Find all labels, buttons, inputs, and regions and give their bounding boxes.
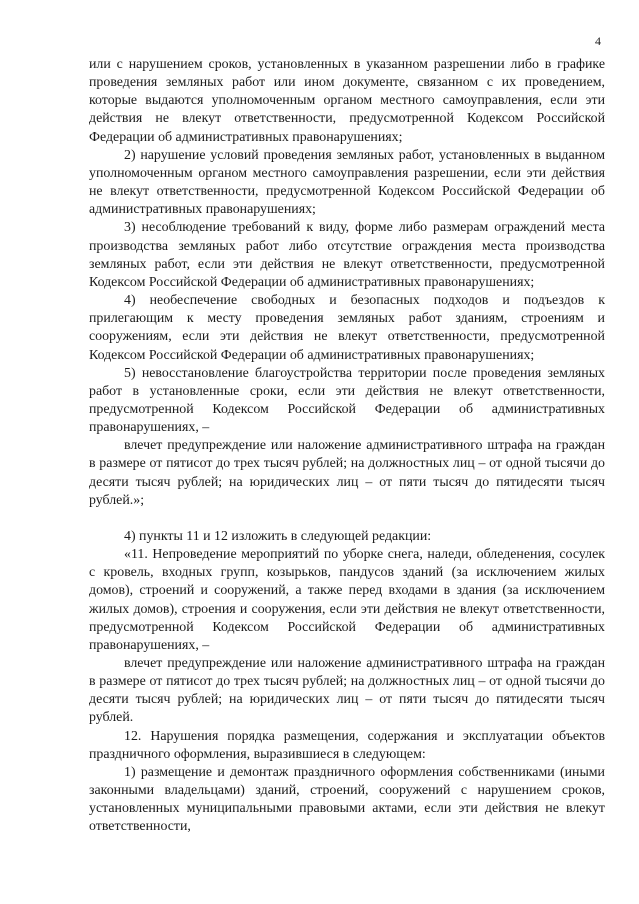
paragraph: 3) несоблюдение требований к виду, форме либо размерам ограждений места производства земляных работ либо отсутствие ограждения места производства земляных работ, если эти действия не влекут ответственности, предусмотренной Кодексом Российской Федерации об административных правонарушениях; (89, 220, 605, 290)
paragraph: 4) необеспечение свободных и безопасных подходов и подъездов к прилегающим к месту проведения земляных работ зданиям, строениям и сооружениям, если эти действия не влекут ответственности, предусмотренной Кодексом Российской Федерации об административных правонарушениях; (89, 293, 605, 363)
paragraph: 5) невосстановление благоустройства территории после проведения земляных работ в установленные сроки, если эти действия не влекут ответственности, предусмотренной Кодексом Российской Федерации об административных правонарушениях, – (89, 365, 605, 436)
paragraph: влечет предупреждение или наложение административного штрафа на граждан в размере от пятисот до трех тысяч рублей; на должностных лиц – от одной тысячи до десяти тысяч рублей; на юридических лиц – от пяти тысяч до пятидесяти тысяч рублей.»; (89, 438, 605, 508)
paragraph: 12. Нарушения порядка размещения, содержания и эксплуатации объектов праздничного оформления, выразившиеся в следующем: (89, 728, 605, 762)
paragraph: «11. Непроведение мероприятий по уборке снега, наледи, обледенения, сосулек с кровель, входных групп, козырьков, пандусов зданий (за исключением жилых домов), строений и сооружений, а также перед входами в здания (за исключением жилых домов), строения и сооружения, если эти действия не влекут ответственности, предусмотренной Кодексом Российской Федерации об административных правонарушениях, – (89, 547, 605, 653)
paragraph: или с нарушением сроков, установленных в указанном разрешении либо в графике проведения земляных работ или ином документе, связанном с их проведением, которые выдаются уполномоченным органом местного самоуправления, если эти действия не влекут ответственности, предусмотренной Кодексом Российской Федерации об административных правонарушениях; (89, 57, 605, 145)
paragraph: влечет предупреждение или наложение административного штрафа на граждан в размере от пятисот до трех тысяч рублей; на должностных лиц – от одной тысячи до десяти тысяч рублей; на юридических лиц – от пяти тысяч до пятидесяти тысяч рублей. (89, 656, 605, 726)
paragraph: 2) нарушение условий проведения земляных работ, установленных в выданном уполномоченным органом местного самоуправления разрешении, если эти действия не влекут ответственности, предусмотренной Кодексом Российской Федерации об административных правонарушениях; (89, 147, 605, 218)
document-body (89, 56, 605, 837)
paragraph: 4) пункты 11 и 12 изложить в следующей редакции: (124, 528, 432, 544)
paragraph: 1) размещение и демонтаж праздничного оформления собственниками (иными законными владельцами) зданий, строений, сооружений с нарушением сроков, установленных муниципальными правовыми актами, если эти действия не влекут ответственности, (89, 764, 605, 835)
page-number: 4 (595, 34, 601, 48)
